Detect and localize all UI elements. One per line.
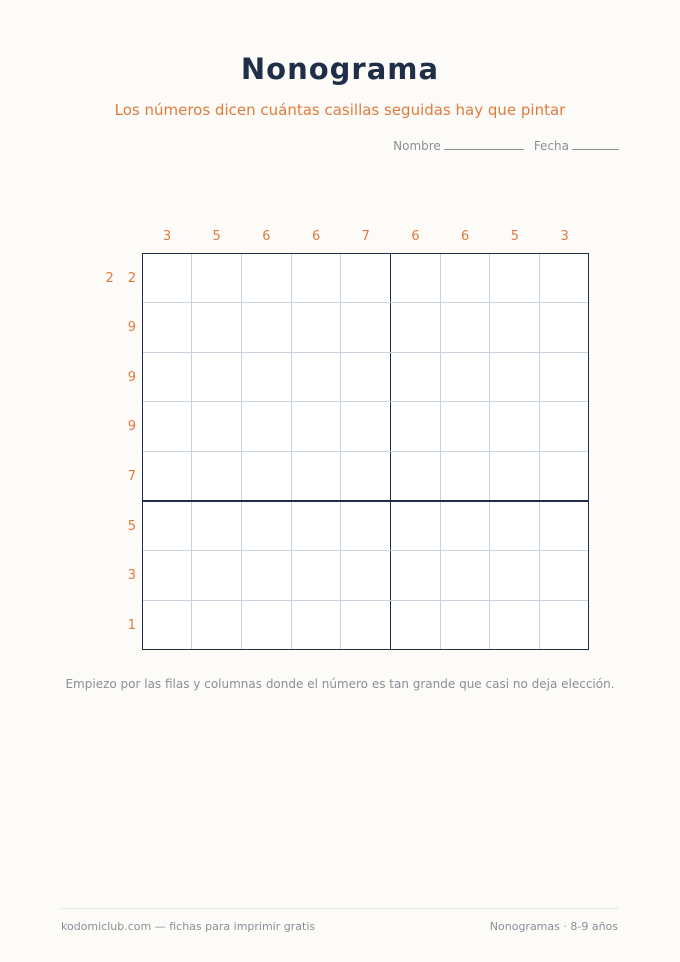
row-clue	[90, 600, 136, 650]
grid-row-line	[143, 401, 588, 402]
row-clue-number: 3	[127, 568, 136, 584]
column-clue: 5	[212, 229, 221, 244]
column-clue: 6	[262, 229, 271, 244]
row-clue	[90, 253, 136, 303]
row-clue-number: 9	[127, 419, 136, 435]
row-clue	[90, 551, 136, 601]
footer-site: kodomiclub.com — fichas para imprimir gratis	[61, 920, 316, 933]
page-title: Nonograma	[240, 52, 440, 86]
grid-row-line	[143, 600, 588, 601]
row-clue-number: 9	[127, 320, 136, 336]
date-label: Fecha	[533, 139, 569, 153]
column-clue: 3	[560, 229, 569, 244]
row-clue	[90, 402, 136, 452]
footer-divider	[61, 908, 618, 909]
footer-category: Nonogramas · 8-9 años	[489, 920, 618, 933]
column-clue: 6	[411, 229, 420, 244]
column-clue: 6	[311, 229, 321, 244]
row-clue-number: 2	[127, 270, 136, 286]
row-clue-number: 7	[127, 468, 136, 484]
name-blank-line	[444, 148, 524, 150]
column-clue: 7	[361, 229, 370, 244]
hint-text: Empiezo por las filas y columnas donde el número es tan grande que casi no deja elección.	[65, 677, 615, 691]
grid-row-line	[143, 352, 588, 353]
row-clue-number: 1	[127, 617, 136, 633]
name-date-fields	[393, 139, 619, 153]
row-clue	[90, 352, 136, 402]
row-clue	[90, 451, 136, 501]
column-clue: 5	[510, 229, 520, 244]
grid-row-line	[143, 550, 588, 551]
row-clue-number: 2	[105, 270, 114, 286]
date-blank-line	[572, 148, 619, 150]
row-clue	[90, 303, 136, 353]
name-field[interactable]	[393, 139, 524, 153]
row-clue-number: 9	[127, 369, 136, 385]
nonogram-grid[interactable]	[142, 253, 589, 650]
row-clue-number: 5	[127, 518, 136, 534]
date-field[interactable]	[534, 139, 619, 153]
grid-row-line	[143, 451, 588, 452]
column-clue: 6	[461, 229, 470, 244]
name-label: Nombre	[393, 139, 441, 153]
grid-row-line	[143, 500, 588, 502]
grid-row-line	[143, 302, 588, 303]
column-clue: 3	[162, 229, 172, 244]
page-subtitle: Los números dicen cuántas casillas seguidas hay que pintar	[114, 101, 566, 119]
row-clue	[90, 501, 136, 551]
